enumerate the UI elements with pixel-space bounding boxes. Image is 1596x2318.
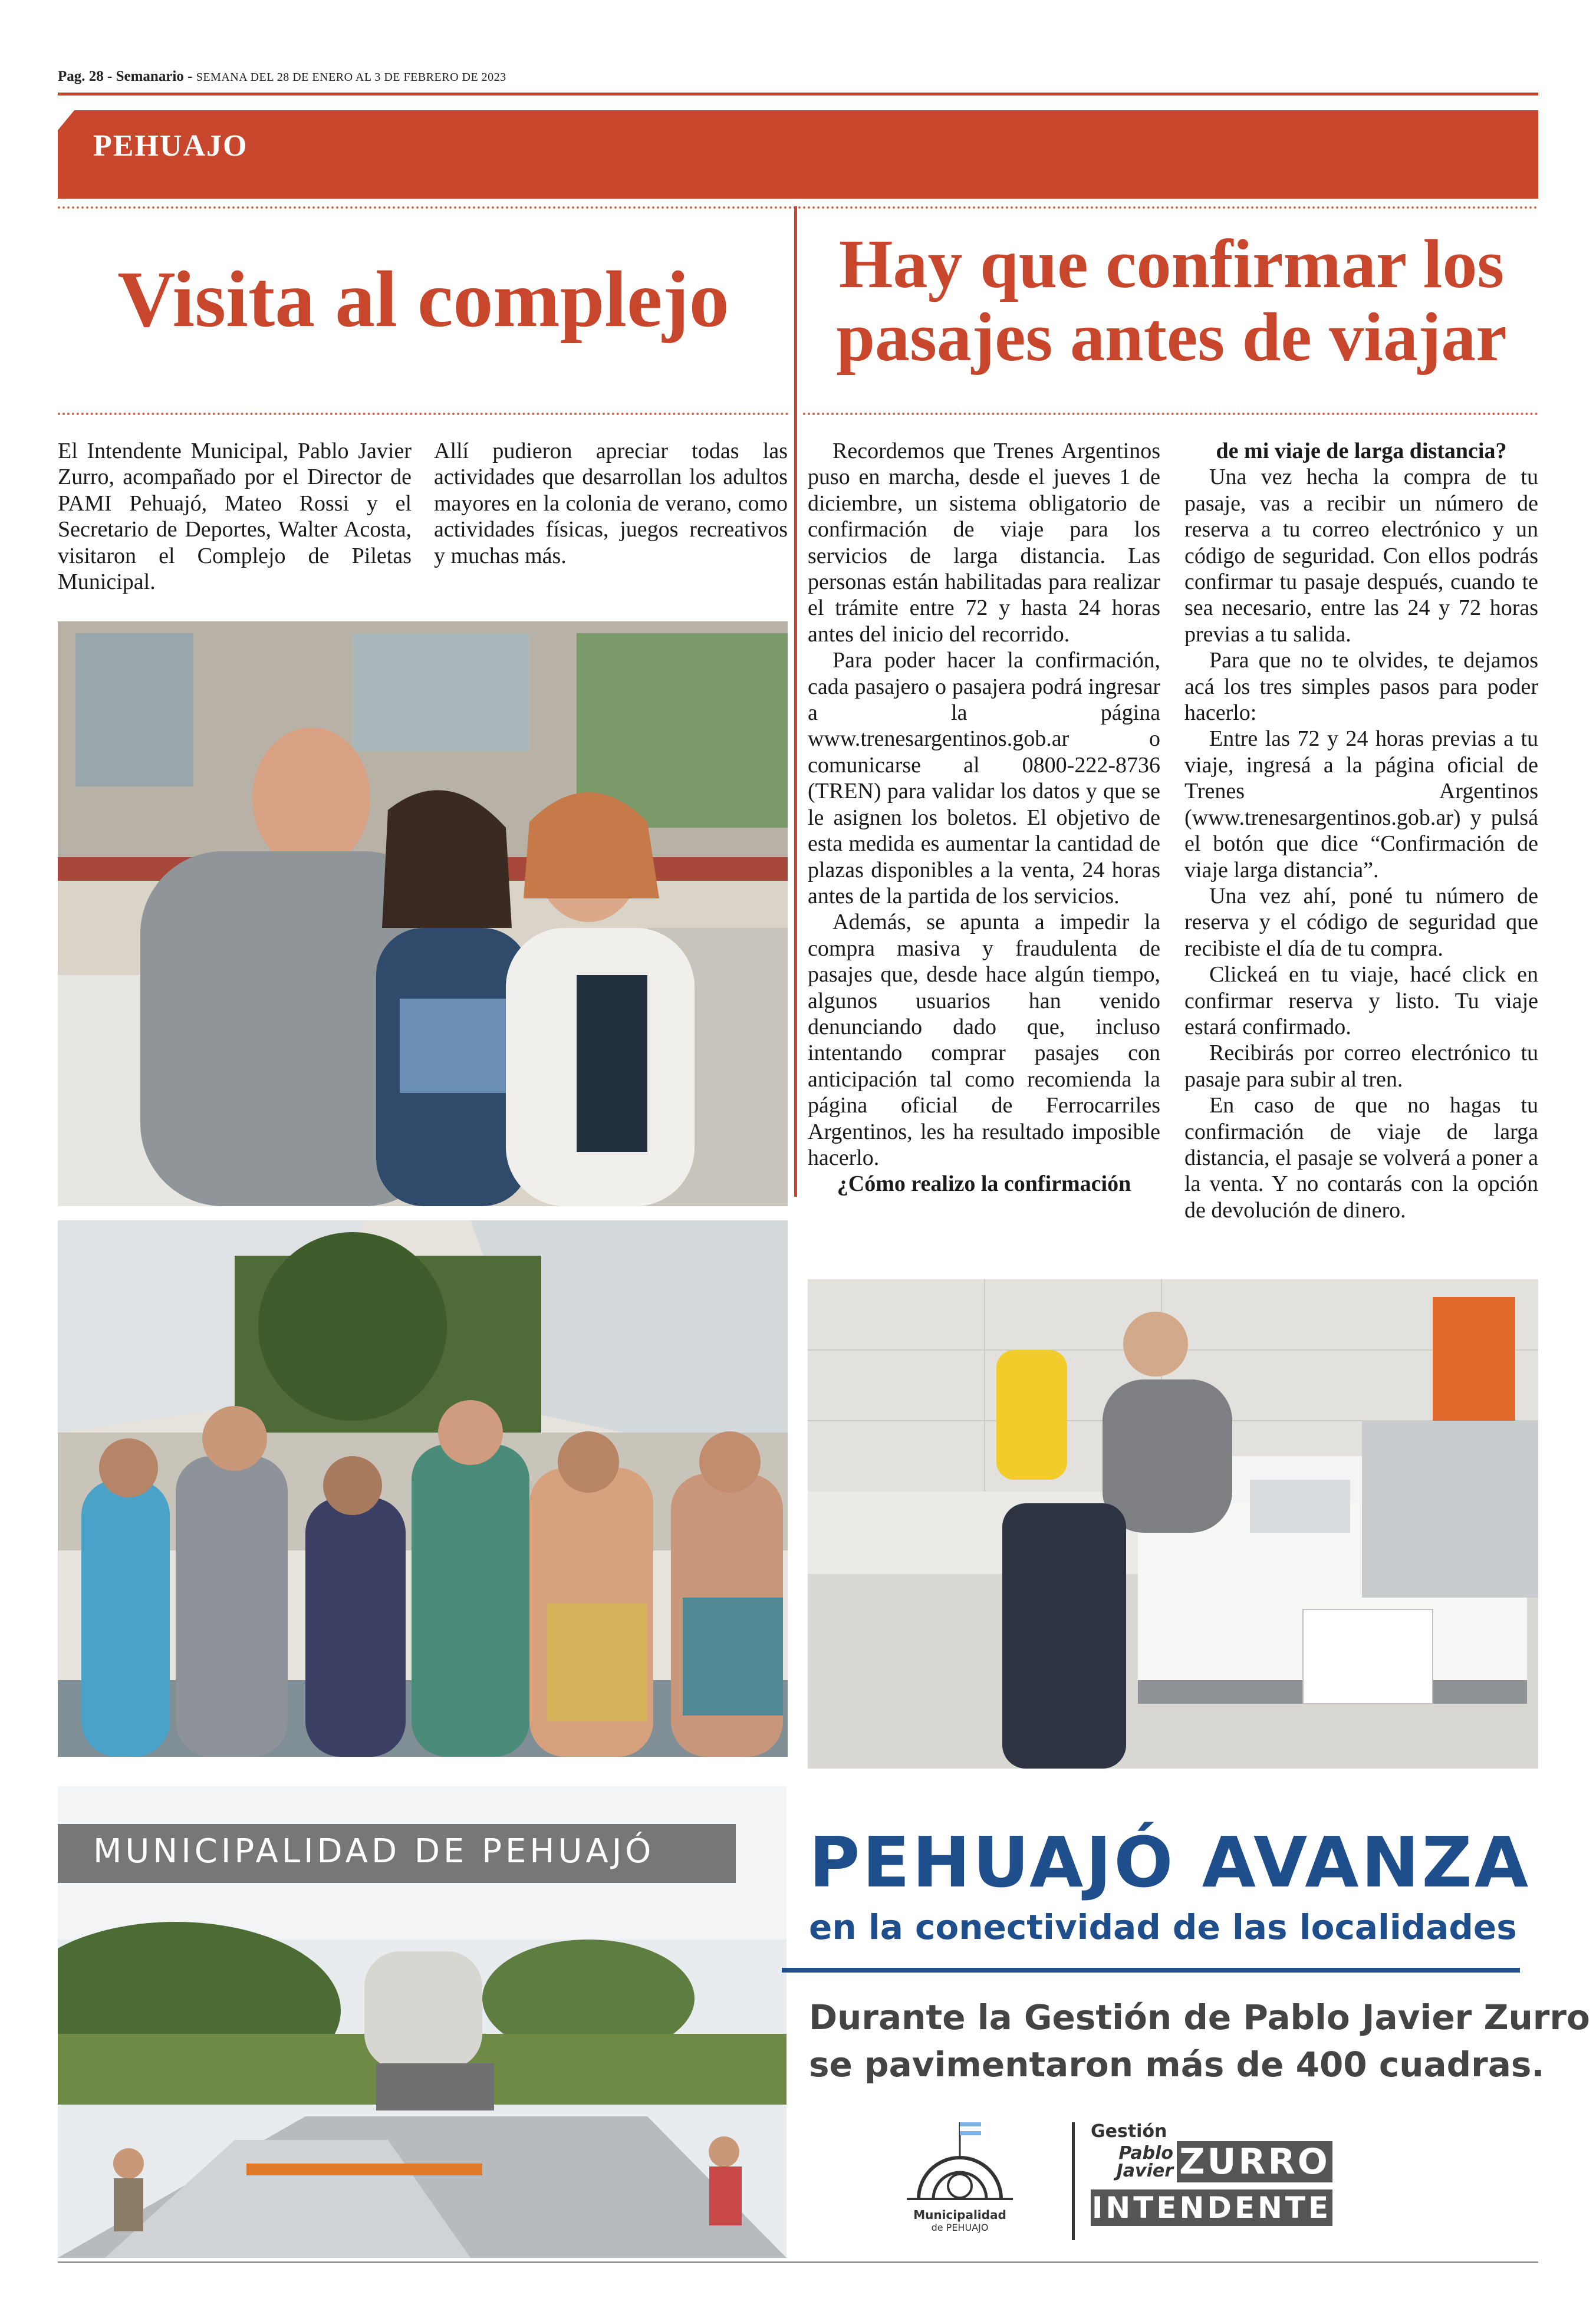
ad-subtitle: en la conectividad de las localidades	[809, 1907, 1517, 1947]
municipal-emblem-icon	[901, 2116, 1019, 2205]
photo-hospital	[808, 1279, 1538, 1769]
left-headline: Visita al complejo	[117, 255, 729, 344]
ad-body-line1: Durante la Gestión de Pablo Javier Zurro	[809, 1997, 1590, 2037]
photo-pool-group	[58, 1220, 788, 1757]
paragraph: Para poder hacer la confirmación, cada pasajero o pasajera podrá ingresar a la página www.trenesargentinos.gob.ar o comunicarse al 0800-222-8736 (TREN) para validar los datos y que se le asignen los boletos. El objetivo de esta medida es aumentar la cantidad de plazas disponibles a la venta, 24 horas antes de la partida de los servicios.	[808, 648, 1160, 908]
header-rule	[58, 93, 1538, 96]
right-headline-line1: Hay que confirmar los	[838, 225, 1505, 302]
zurro-logo	[1091, 2121, 1338, 2245]
photo-visit-group	[58, 621, 788, 1206]
right-headline	[803, 225, 1540, 376]
left-article-col2	[434, 438, 788, 569]
paragraph: El Intendente Municipal, Pablo Javier Zurro, acompañado por el Director de PAMI Pehuajó, Mateo Rossi y el Secretario de Deportes, Walter Acosta, visitaron el Complejo de Piletas Municipal.	[58, 439, 412, 595]
paper-name: Semanario	[116, 68, 184, 84]
paragraph: Además, se apunta a impedir la compra masiva y fraudulenta de pasajes que, desde hace algún tiempo, algunos usuarios han venido denunciando dado que, incluso intentando comprar pasajes con anticipación tal como recomienda la página oficial de Ferrocarriles Argentinos, les ha resultado imposible hacerlo.	[808, 910, 1160, 1170]
section-bar-notch	[58, 110, 74, 130]
section-bar	[58, 110, 1538, 199]
zurro-logo-surname: ZURRO	[1177, 2141, 1332, 2182]
paragraph: En caso de que no hagas tu confirmación de viaje de larga distancia, el pasaje se volverá a poner a la venta. Y no contarás con la opción de devolución de dinero.	[1184, 1093, 1538, 1223]
zurro-logo-role: INTENDENTE	[1091, 2191, 1332, 2225]
dotted-divider-top	[58, 206, 1538, 209]
ad-divider	[782, 1968, 1520, 1973]
zurro-logo-gestion: Gestión	[1091, 2121, 1167, 2142]
paragraph: Una vez hecha la compra de tu pasaje, vas a recibir un número de reserva a tu correo electrónico y un código de seguridad. Con ellos podrás confirmar tu pasaje después, cuando te sea necesario, entre las 24 y 72 horas previas a tu salida.	[1184, 465, 1538, 647]
issue-week: SEMANA DEL 28 DE ENERO AL 3 DE FEBRERO DE 2023	[196, 71, 506, 84]
ad-title: PEHUAJÓ AVANZA	[809, 1822, 1531, 1903]
logo-separator	[1072, 2122, 1075, 2240]
page-header	[58, 68, 506, 85]
right-article-colB	[1184, 438, 1538, 1223]
paragraph: Entre las 72 y 24 horas previas a tu viaje, ingresá a la página oficial de Trenes Argentinos (www.trenesargentinos.gob.ar) y pulsá el botón que dice “Confirmación de viaje larga distancia”.	[1184, 726, 1538, 883]
left-article-col1	[58, 438, 412, 595]
right-headline-line2: pasajes antes de viajar	[836, 298, 1507, 376]
page-number: Pag. 28	[58, 68, 104, 84]
paragraph: Una vez ahí, poné tu número de reserva y el código de seguridad que recibiste el día de tu compra.	[1184, 883, 1538, 961]
ad-photo-paving	[58, 1786, 787, 2258]
right-article-colA	[808, 438, 1160, 1197]
municipal-logo-line2: de PEHUAJO	[931, 2222, 989, 2233]
paragraph: Recordemos que Trenes Argentinos puso en marcha, desde el jueves 1 de diciembre, un sistema obligatorio de confirmación de viaje para los servicios de larga distancia. Las personas están habilitadas para realizar el trámite entre 72 y hasta 24 horas antes del inicio del recorrido.	[808, 439, 1160, 647]
subheading: ¿Cómo realizo la confirmación	[837, 1171, 1131, 1197]
municipal-logo-line1: Municipalidad	[913, 2208, 1006, 2222]
zurro-logo-name1: Pablo	[1118, 2143, 1173, 2164]
subheading: de mi viaje de larga distancia?	[1216, 439, 1507, 463]
dotted-divider-left	[58, 413, 789, 415]
paragraph: Clickeá en tu viaje, hacé click en confirmar reserva y listo. Tu viaje estará confirmado.	[1184, 962, 1538, 1039]
paragraph: Para que no te olvides, te dejamos acá los tres simples pasos para poder hacerlo:	[1184, 648, 1538, 726]
ad-body-line2: se pavimentaron más de 400 cuadras.	[809, 2044, 1545, 2085]
header-separator: -	[183, 68, 196, 84]
header-separator: -	[103, 68, 116, 84]
paragraph: Recibirás por correo electrónico tu pasaje para subir al tren.	[1184, 1041, 1538, 1092]
bottom-rule	[58, 2261, 1538, 2263]
advertisement	[58, 1786, 1590, 2258]
paragraph: Allí pudieron apreciar todas las actividades que desarrollan los adultos mayores en la colonia de verano, como actividades físicas, juegos recreativos y muchas más.	[434, 439, 788, 568]
column-separator	[794, 206, 797, 1197]
section-label: PEHUAJO	[93, 129, 248, 163]
ad-photo-banner: MUNICIPALIDAD DE PEHUAJÓ	[93, 1832, 655, 1871]
zurro-logo-name2: Javier	[1116, 2161, 1173, 2181]
dotted-divider-right	[803, 413, 1538, 415]
zurro-logo-firstnames	[1091, 2145, 1173, 2180]
municipal-logo	[901, 2116, 1019, 2246]
